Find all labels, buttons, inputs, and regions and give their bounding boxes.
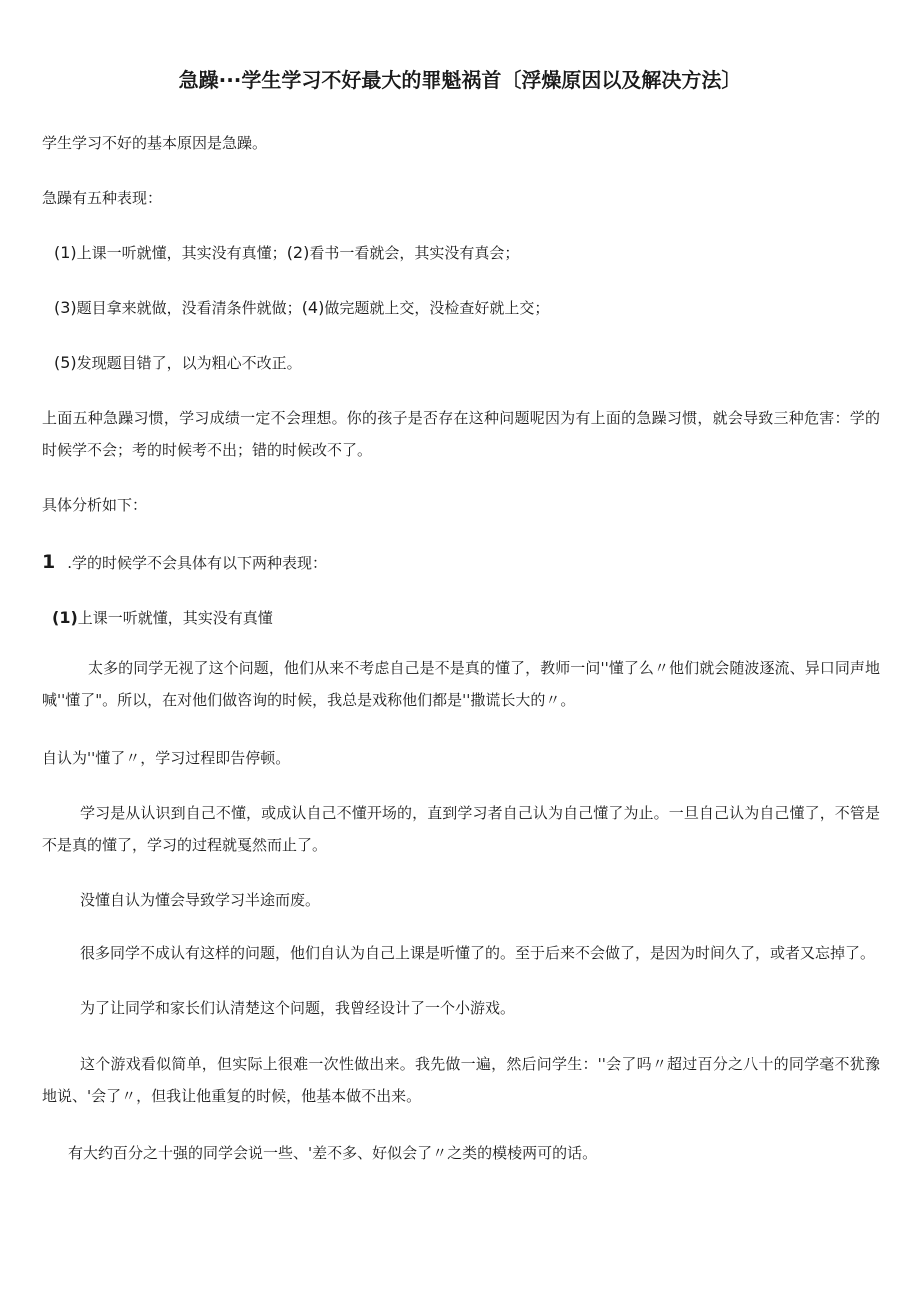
subsection-heading-1 <box>52 602 273 634</box>
paragraph-intro: 学生学习不好的基本原因是急躁。 <box>42 134 268 152</box>
item-number: (1) <box>54 243 77 262</box>
section-number: 1 <box>42 551 56 573</box>
list-line-2 <box>54 292 549 324</box>
paragraph-five-forms: 急躁有五种表现： <box>42 189 163 207</box>
paragraph-body: 学习是从认识到自己不懂，或成认自己不懂开场的，直到学习者自己认为自己懂了为止。一旦自己认为自己懂了，不管是不是真的懂了，学习的过程就戛然而止了。 <box>42 804 880 854</box>
list-item-text: 题目拿来就做，没看清条件就做； <box>76 299 302 317</box>
list-line-1 <box>54 237 519 269</box>
subsection-heading-text: 上课一听就懂，其实没有真懂 <box>77 609 273 627</box>
paragraph-body: 没懂自认为懂会导致学习半途而废。 <box>80 891 321 909</box>
paragraph-body: 自认为''懂了〃，学习过程即告停顿。 <box>42 749 291 767</box>
item-number: (3) <box>54 298 77 317</box>
list-item-text: 发现题目错了，以为粗心不改正。 <box>76 354 302 372</box>
item-number: (2) <box>286 243 310 262</box>
paragraph-body: 这个游戏看似简单，但实际上很难一次性做出来。我先做一遍，然后问学生：''会了吗〃超过百分之八十的同学毫不犹豫地说、'会了〃，但我让他重复的时候，他基本做不出来。 <box>42 1055 880 1105</box>
section-heading-text: .学的时候学不会具体有以下两种表现： <box>67 554 328 572</box>
item-number: (4) <box>301 298 325 317</box>
paragraph-consequences: 上面五种急躁习惯，学习成绩一定不会理想。你的孩子是否存在这种问题呢因为有上面的急躁习惯，就会导致三种危害：学的时候学不会；考的时候考不出；错的时候改不了。 <box>42 409 880 459</box>
page-title: 急躁···学生学习不好最大的罪魁祸首〔浮燥原因以及解决方法〕 <box>178 68 742 92</box>
item-number: (5) <box>54 353 77 372</box>
list-item-text: 做完题就上交，没检查好就上交； <box>324 299 550 317</box>
subsection-number: (1) <box>52 608 78 627</box>
list-item-text: 看书一看就会，其实没有真会； <box>309 244 520 262</box>
paragraph-body: 太多的同学无视了这个问题，他们从来不考虑自己是不是真的懂了，教师一问''懂了么〃他们就会随波逐流、异口同声地喊''懂了"。所以，在对他们做咨询的时候，我总是戏称他们都是''撒谎长大的〃。 <box>42 659 880 709</box>
paragraph-body: 为了让同学和家长们认清楚这个问题，我曾经设计了一个小游戏。 <box>80 999 516 1017</box>
paragraph-body: 很多同学不成认有这样的问题，他们自认为自己上课是听懂了的。至于后来不会做了，是因为时间久了，或者又忘掉了。 <box>80 944 876 962</box>
list-line-3 <box>54 347 302 379</box>
paragraph-body: 有大约百分之十强的同学会说一些、'差不多、好似会了〃之类的模棱两可的话。 <box>68 1144 598 1162</box>
paragraph-analysis: 具体分析如下： <box>42 496 148 514</box>
section-heading-1 <box>42 546 327 579</box>
list-item-text: 上课一听就懂，其实没有真懂； <box>76 244 287 262</box>
